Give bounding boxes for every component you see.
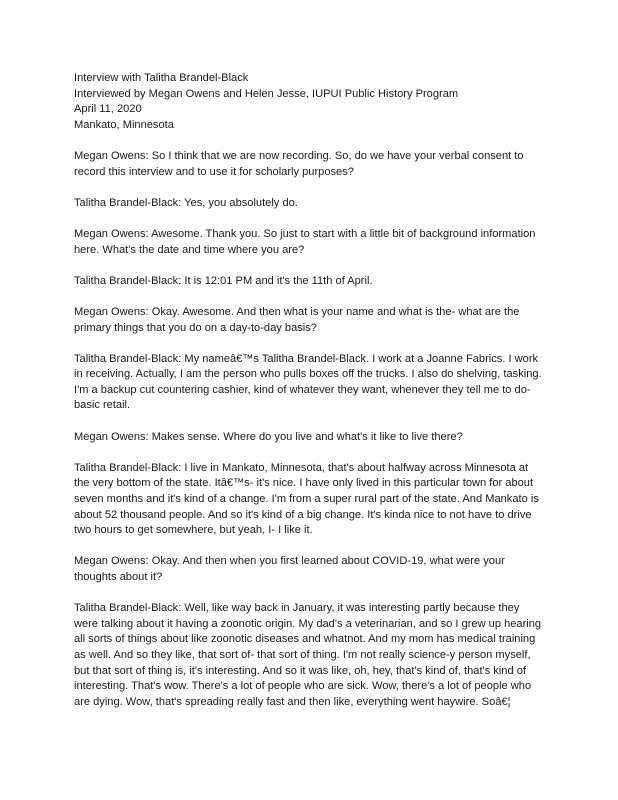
transcript-paragraph: Megan Owens: Okay. Awesome. And then what is your name and what is the- what are the primary things that you do on a day-to-day basis? — [74, 305, 520, 334]
transcript-paragraph: Talitha Brandel-Black: Well, like way back in January, it was interesting partly because they were talking about it having a zoonotic origin. My dad's a veterinarian, and so I grew up hearing all sorts of things about like zoonotic diseases and whatnot. And my mom has medical training as well. And so they like, that sort of- that sort of thing. I'm not really science-y person myself, but that sort of thing is, it's interesting. And so it was like, oh, hey, that's kind of, that's kind of interesting. That's wow. There's a lot of people who are sick. Wow, there's a lot of people who are dying. Wow, that's spreading really fast and then like, everything went haywire. Soâ€¦ — [74, 602, 542, 708]
transcript-paragraph: Megan Owens: Makes sense. Where do you live and what's it like to live there? — [74, 430, 463, 443]
transcript-paragraph: Talitha Brandel-Black: My nameâ€™s Talitha Brandel-Black. I work at a Joanne Fabrics. I work in receiving. Actually, I am the person who pulls boxes off the trucks. I also do shelving, tasking. I'm a backup cut countering cashier, kind of whatever they want, whenever they tell me to do- basic retail. — [74, 352, 542, 412]
interview-location: Mankato, Minnesota — [74, 118, 174, 131]
interview-date: April 11, 2020 — [74, 103, 142, 116]
transcript-paragraph: Megan Owens: So I think that we are now recording. So, do we have your verbal consent to record this interview and to use it for scholarly purposes? — [74, 149, 524, 178]
transcript-paragraph: Megan Owens: Okay. And then when you first learned about COVID-19, what were your thoughts about it? — [74, 555, 505, 583]
document-title: Interview with Talitha Brandel-Black — [74, 72, 249, 84]
document-header — [74, 71, 544, 133]
transcript-paragraph: Talitha Brandel-Black: Yes, you absolutely do. — [74, 196, 298, 209]
transcript-paragraph: Megan Owens: Awesome. Thank you. So just to start with a little bit of background information here. What's the date and time where you are? — [74, 227, 536, 256]
interviewers-line: Interviewed by Megan Owens and Helen Jesse, IUPUI Public History Program — [74, 87, 459, 100]
transcript-paragraph: Talitha Brandel-Black: I live in Mankato, Minnesota, that's about halfway across Minnesota at the very bottom of the state. Itâ€™s- it's nice. I have only lived in this particular town for about seven months and it's kind of a change. I'm from a super rural part of the state. And Mankato is about 52 thousand people. And so it's kind of a big change. It's kinda nice to not have to drive two hours to get somewhere, but yeah, I- I like it. — [74, 461, 539, 537]
document-body — [74, 71, 544, 710]
transcript-paragraph: Talitha Brandel-Black: It is 12:01 PM and it's the 11th of April. — [74, 274, 373, 287]
